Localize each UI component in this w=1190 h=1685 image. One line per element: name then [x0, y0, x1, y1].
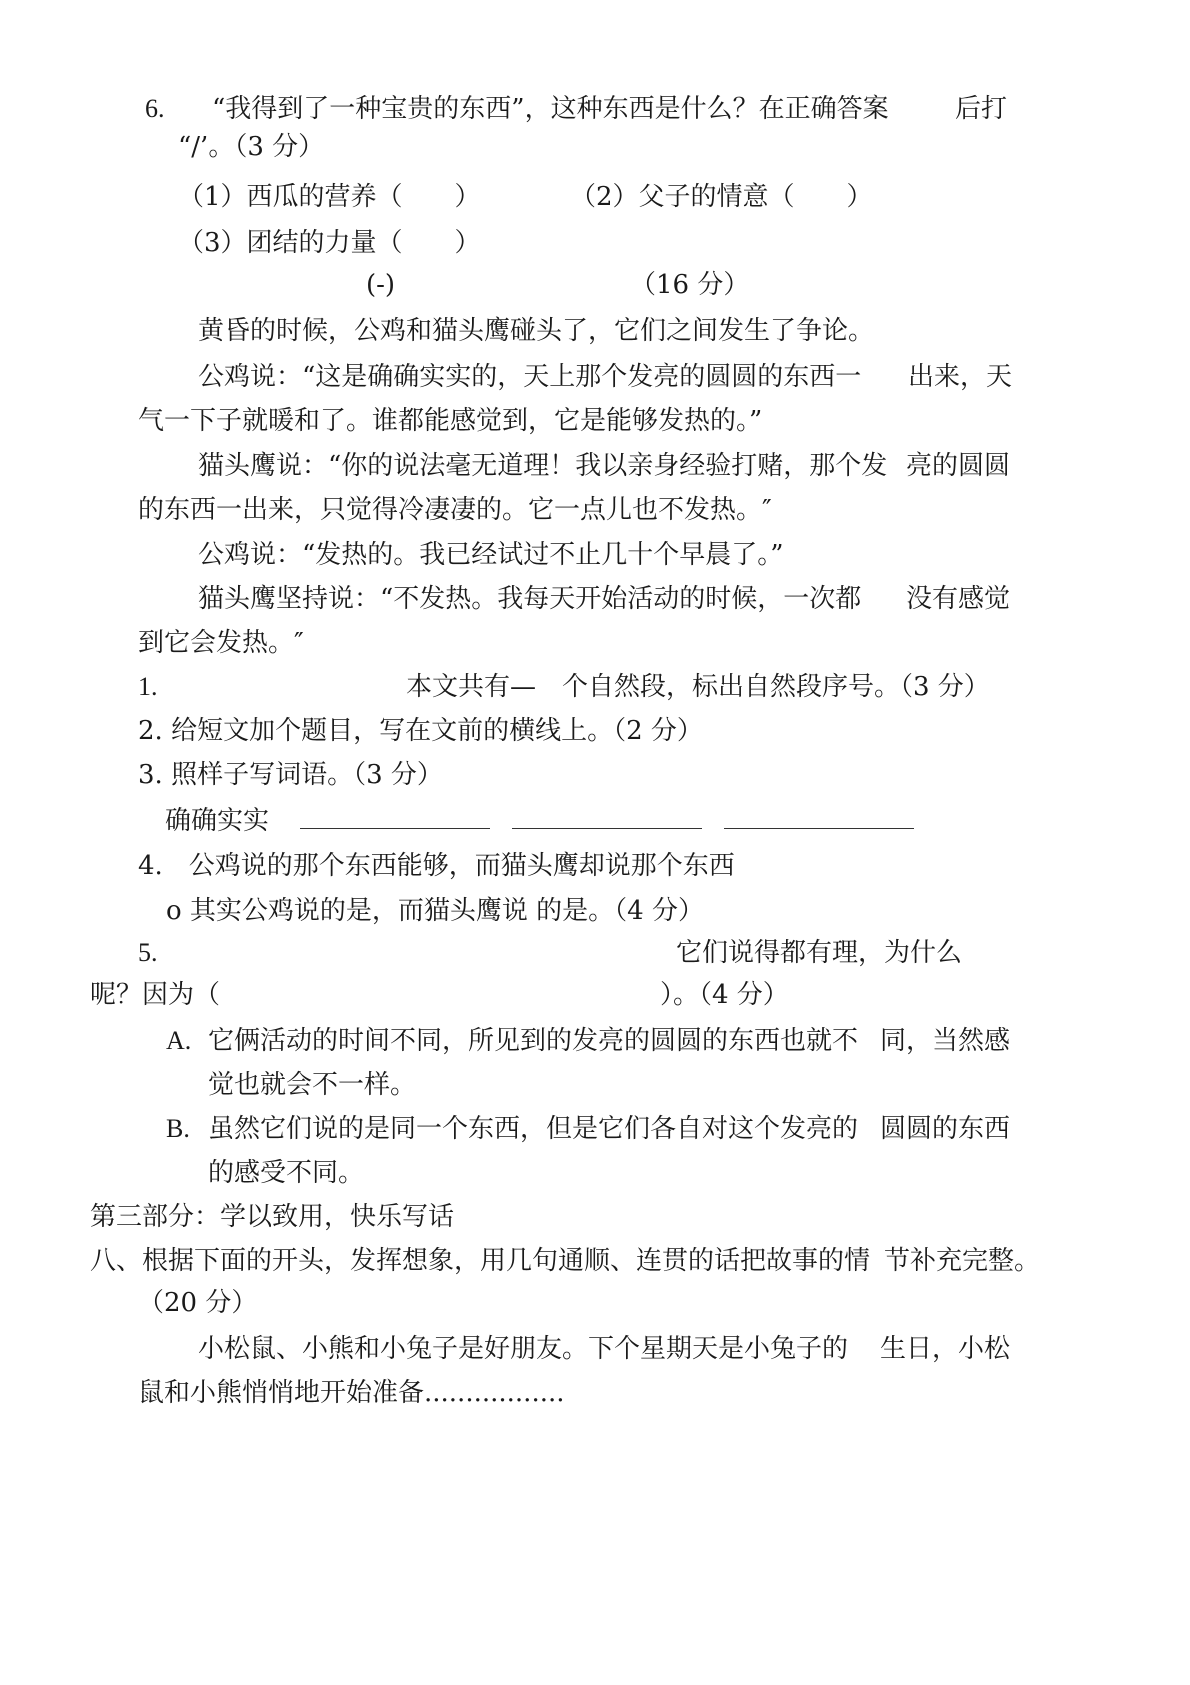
passage-line: 猫头鹰说：“你的说法毫无道理！我以亲身经验打赌，那个发: [198, 451, 888, 481]
q4-text-line2: o 其实公鸡说的是，而猫头鹰说 的是。（4 分）: [166, 896, 704, 926]
q8-line1-tail: 节补充完整。: [884, 1246, 1041, 1276]
q8-score: （20 分）: [138, 1288, 258, 1318]
q8-line1: 八、根据下面的开头，发挥想象，用几句通顺、连贯的话把故事的情: [90, 1246, 871, 1276]
q6-number: 6.: [145, 94, 165, 123]
q3-answer-blank-2[interactable]: [512, 828, 702, 829]
section-label: (-): [366, 270, 396, 300]
story-line1-tail: 生日，小松: [880, 1334, 1011, 1364]
option-a-label: A.: [166, 1026, 192, 1055]
q1-text: 本文共有— 个自然段，标出自然段序号。（3 分）: [406, 672, 990, 702]
passage-line: 公鸡说：“发热的。我已经试过不止几十个早晨了。”: [198, 540, 784, 570]
story-line2: 鼠和小熊悄悄地开始准备.................: [138, 1378, 565, 1408]
option-a-line1-tail: 同，当然感: [880, 1026, 1011, 1056]
passage-line: 的东西一出来，只觉得冷凄凄的。它一点儿也不发热。″: [138, 495, 772, 525]
option-a-line2: 觉也就会不一样。: [208, 1070, 417, 1100]
part3-title: 第三部分：学以致用，快乐写话: [90, 1202, 455, 1232]
passage-line-tail: 没有感觉: [906, 584, 1011, 614]
passage-line: 公鸡说：“这是确确实实的，天上那个发亮的圆圆的东西一: [198, 362, 862, 392]
q1-number: 1.: [138, 672, 158, 701]
q3-example: 确确实实: [165, 806, 270, 836]
passage-line: 到它会发热。″: [138, 628, 304, 658]
q6-text-line1-tail: 后打: [955, 94, 1008, 124]
passage-line: 黄昏的时候，公鸡和猫头鹰碰头了，它们之间发生了争论。: [198, 316, 875, 346]
option-b-line1-tail: 圆圆的东西: [880, 1114, 1011, 1144]
option-b-line1: 虽然它们说的是同一个东西，但是它们各自对这个发亮的: [208, 1114, 859, 1144]
q5-line2-start: 呢？因为（: [90, 980, 221, 1010]
option-b-line2: 的感受不同。: [208, 1158, 365, 1188]
q4-text-line1: 4. 公鸡说的那个东西能够，而猫头鹰却说那个东西: [138, 851, 735, 881]
q6-option-3: （3）团结的力量（ ）: [178, 228, 481, 258]
q6-option-1: （1）西瓜的营养（ ）: [178, 182, 481, 212]
q3-answer-blank-3[interactable]: [724, 828, 914, 829]
q5-number: 5.: [138, 938, 158, 967]
passage-line-tail: 出来，天: [908, 362, 1013, 392]
section-score: （16 分）: [630, 270, 750, 300]
q3-answer-blank-1[interactable]: [300, 828, 490, 829]
q6-option-2: （2）父子的情意（ ）: [570, 182, 873, 212]
q3-text: 3. 照样子写词语。（3 分）: [138, 760, 443, 790]
option-a-line1: 它俩活动的时间不同，所见到的发亮的圆圆的东西也就不: [208, 1026, 859, 1056]
passage-line: 猫头鹰坚持说：“不发热。我每天开始活动的时候，一次都: [198, 584, 862, 614]
passage-line-tail: 亮的圆圆: [906, 451, 1011, 481]
q5-line2-end: ）。（4 分）: [660, 980, 789, 1010]
option-b-label: B.: [166, 1114, 190, 1143]
passage-line: 气一下子就暖和了。谁都能感觉到，它是能够发热的。”: [138, 406, 763, 436]
story-line1: 小松鼠、小熊和小兔子是好朋友。下个星期天是小兔子的: [198, 1334, 849, 1364]
q6-text-line1: “我得到了一种宝贵的东西”，这种东西是什么？在正确答案: [212, 94, 889, 124]
q6-text-line2: “/’。（3 分）: [178, 132, 325, 162]
q5-text: 它们说得都有理，为什么: [676, 938, 963, 968]
q2-text: 2. 给短文加个题目，写在文前的横线上。（2 分）: [138, 716, 703, 746]
